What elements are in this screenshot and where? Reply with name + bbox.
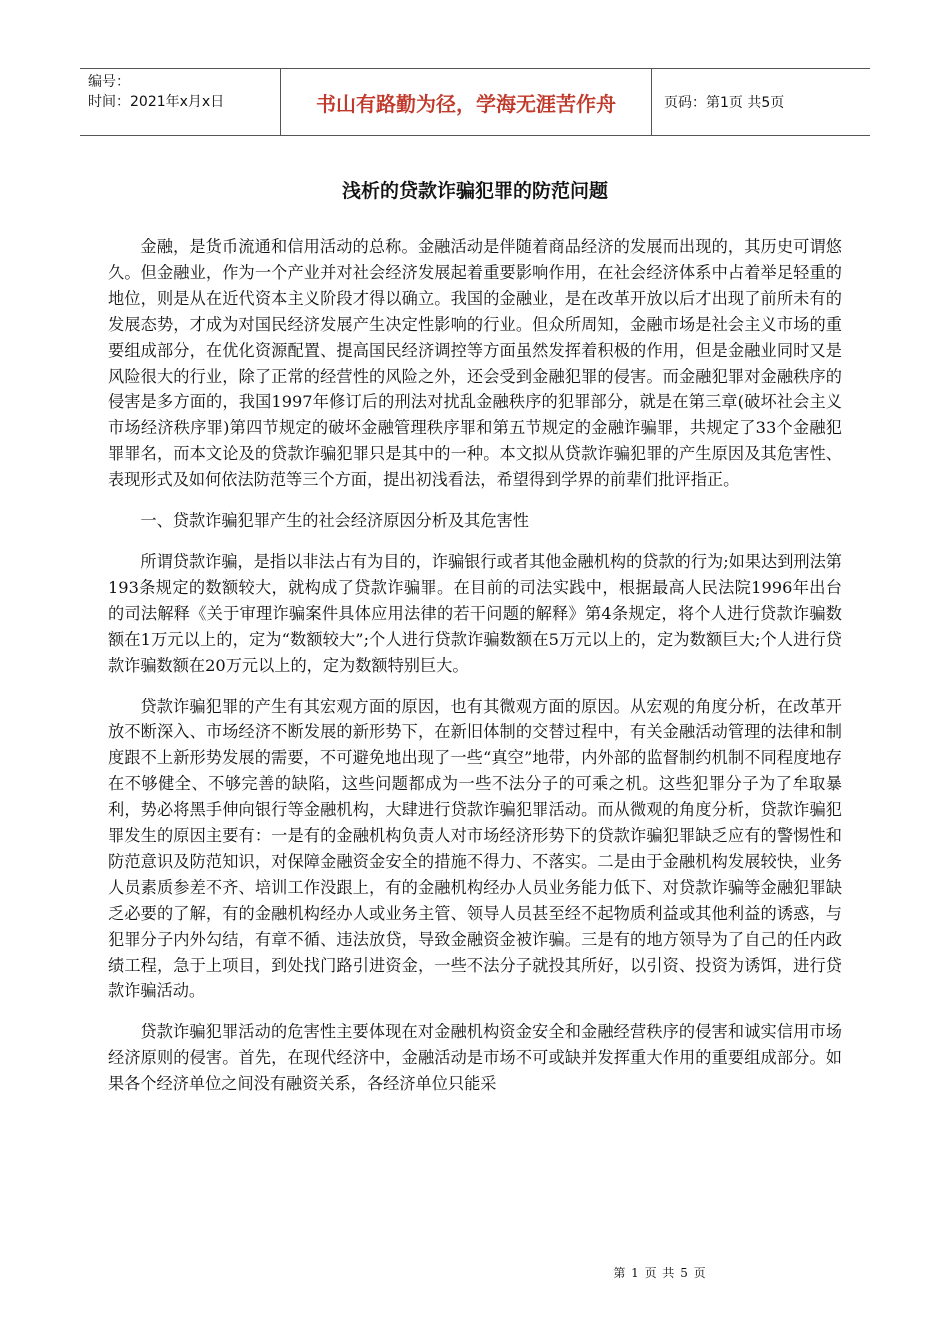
page-header bbox=[80, 68, 870, 136]
time-label: 时间：2021年x月x日 bbox=[88, 94, 225, 110]
document-body bbox=[108, 234, 842, 1097]
document-title: 浅析的贷款诈骗犯罪的防范问题 bbox=[341, 180, 608, 202]
header-page-info: 页码：第1页 共5页 bbox=[664, 95, 785, 111]
number-label: 编号： bbox=[88, 74, 130, 90]
header-meta bbox=[80, 69, 280, 135]
paragraph: 金融，是货币流通和信用活动的总称。金融活动是伴随着商品经济的发展而出现的，其历史可谓悠久。但金融业，作为一个产业并对社会经济发展起着重要影响作用，在社会经济体系中占着举足轻重的地位，则是从在近代资本主义阶段才得以确立。我国的金融业，是在改革开放以后才出现了前所未有的发展态势，才成为对国民经济发展产生决定性影响的行业。但众所周知，金融市场是社会主义市场的重要组成部分，在优化资源配置、提高国民经济调控等方面虽然发挥着积极的作用，但是金融业同时又是风险很大的行业，除了正常的经营性的风险之外，还会受到金融犯罪的侵害。而金融犯罪对金融秩序的侵害是多方面的，我国1997年修订后的刑法对扰乱金融秩序的犯罪部分，就是在第三章(破坏社会主义市场经济秩序罪)第四节规定的破坏金融管理秩序罪和第五节规定的金融诈骗罪，共规定了33个金融犯罪罪名，而本文论及的贷款诈骗犯罪只是其中的一种。本文拟从贷款诈骗犯罪的产生原因及其危害性、表现形式及如何依法防范等三个方面，提出初浅看法，希望得到学界的前辈们批评指正。 bbox=[108, 237, 842, 490]
paragraph: 贷款诈骗犯罪活动的危害性主要体现在对金融机构资金安全和金融经营秩序的侵害和诚实信用市场经济原则的侵害。首先，在现代经济中，金融活动是市场不可或缺并发挥重大作用的重要组成部分。如果各个经济单位之间没有融资关系，各经济单位只能采 bbox=[108, 1022, 842, 1094]
paragraph: 所谓贷款诈骗，是指以非法占有为目的，诈骗银行或者其他金融机构的贷款的行为;如果达到刑法第193条规定的数额较大，就构成了贷款诈骗罪。在目前的司法实践中，根据最高人民法院1996年出台的司法解释《关于审理诈骗案件具体应用法律的若干问题的解释》第4条规定，将个人进行贷款诈骗数额在1万元以上的，定为“数额较大”;个人进行贷款诈骗数额在5万元以上的，定为数额巨大;个人进行贷款诈骗数额在20万元以上的，定为数额特别巨大。 bbox=[108, 551, 842, 675]
page-footer: 第 1 页 共 5 页 bbox=[613, 1266, 707, 1280]
header-motto: 书山有路勤为径，学海无涯苦作舟 bbox=[280, 69, 652, 135]
section-heading: 一、贷款诈骗犯罪产生的社会经济原因分析及其危害性 bbox=[140, 511, 529, 531]
paragraph: 贷款诈骗犯罪的产生有其宏观方面的原因，也有其微观方面的原因。从宏观的角度分析，在改革开放不断深入、市场经济不断发展的新形势下，在新旧体制的交替过程中，有关金融活动管理的法律和制度跟不上新形势发展的需要，不可避免地出现了一些“真空”地带，内外部的监督制约机制不同程度地存在不够健全、不够完善的缺陷，这些问题都成为一些不法分子的可乘之机。这些犯罪分子为了牟取暴利，势必将黑手伸向银行等金融机构，大肆进行贷款诈骗犯罪活动。而从微观的角度分析，贷款诈骗犯罪发生的原因主要有：一是有的金融机构负责人对市场经济形势下的贷款诈骗犯罪缺乏应有的警惕性和防范意识及防范知识，对保障金融资金安全的措施不得力、不落实。二是由于金融机构发展较快，业务人员素质参差不齐、培训工作没跟上，有的金融机构经办人员业务能力低下、对贷款诈骗等金融犯罪缺乏必要的了解，有的金融机构经办人或业务主管、领导人员甚至经不起物质利益或其他利益的诱惑，与犯罪分子内外勾结，有章不循、违法放贷，导致金融资金被诈骗。三是有的地方领导为了自己的任内政绩工程，急于上项目，到处找门路引进资金，一些不法分子就投其所好，以引资、投资为诱饵，进行贷款诈骗活动。 bbox=[108, 696, 842, 1001]
